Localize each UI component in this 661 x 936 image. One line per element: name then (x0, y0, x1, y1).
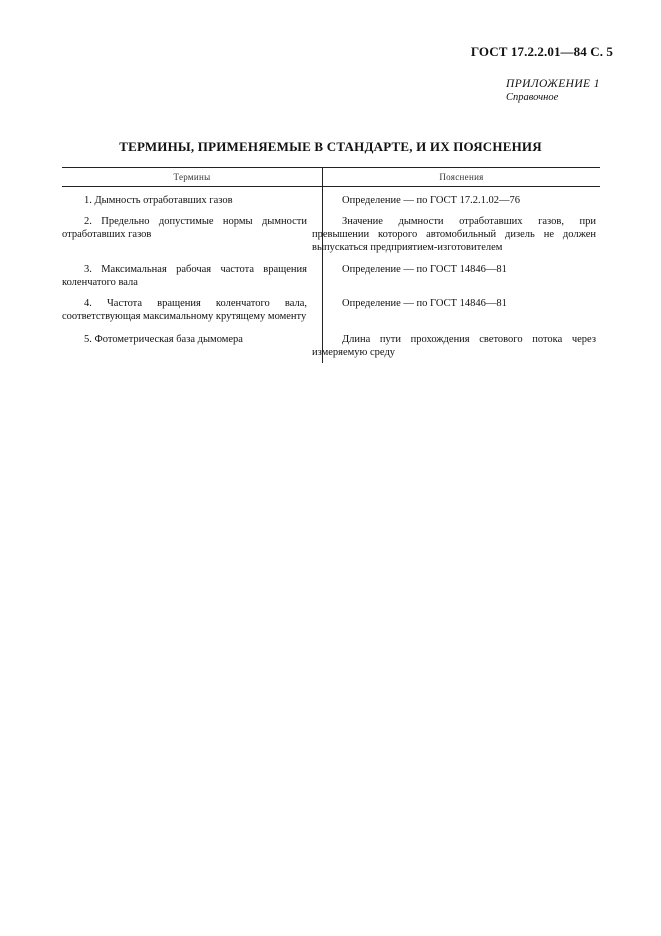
term-cell (62, 194, 307, 207)
explanation-text: Значение дымности отработавших газов, при превышении которого автомобильный дизель не должен выпускаться предприятием-изготовителем (312, 216, 596, 253)
explanation-cell (312, 194, 596, 207)
term-cell (62, 297, 307, 323)
explanation-cell (312, 215, 596, 254)
page-title: ТЕРМИНЫ, ПРИМЕНЯЕМЫЕ В СТАНДАРТЕ, И ИХ ПОЯСНЕНИЯ (119, 139, 542, 154)
table-top-rule (62, 167, 600, 168)
appendix-title: ПРИЛОЖЕНИЕ 1 (506, 78, 600, 90)
table-header-rule (62, 186, 600, 187)
appendix-subtitle: Справочное (506, 92, 559, 103)
term-cell (62, 263, 307, 289)
term-text: 5. Фотометрическая база дымомера (84, 334, 243, 345)
standard-reference: ГОСТ 17.2.2.01—84 С. 5 (470, 44, 613, 59)
term-text: 3. Максимальная рабочая частота вращения коленчатого вала (62, 264, 307, 288)
term-text: 4. Частота вращения коленчатого вала, соответствующая максимальному крутящему моменту (62, 298, 307, 322)
term-text: 2. Предельно допустимые нормы дымности отработавших газов (62, 216, 307, 240)
column-header-terms: Термины (173, 172, 211, 182)
explanation-text: Определение — по ГОСТ 14846—81 (342, 298, 507, 309)
explanation-text: Определение — по ГОСТ 14846—81 (342, 264, 507, 275)
terms-table (62, 167, 600, 363)
explanation-cell (312, 263, 596, 276)
term-cell (62, 215, 307, 241)
explanation-text: Длина пути прохождения светового потока через измеряемую среду (312, 334, 596, 358)
explanation-cell (312, 333, 596, 359)
explanation-cell (312, 297, 596, 310)
appendix-label (506, 78, 600, 104)
explanation-text: Определение — по ГОСТ 17.2.1.02—76 (342, 195, 520, 206)
column-header-explanations: Пояснения (439, 172, 484, 182)
term-text: 1. Дымность отработавших газов (84, 195, 233, 206)
term-cell (62, 333, 307, 346)
